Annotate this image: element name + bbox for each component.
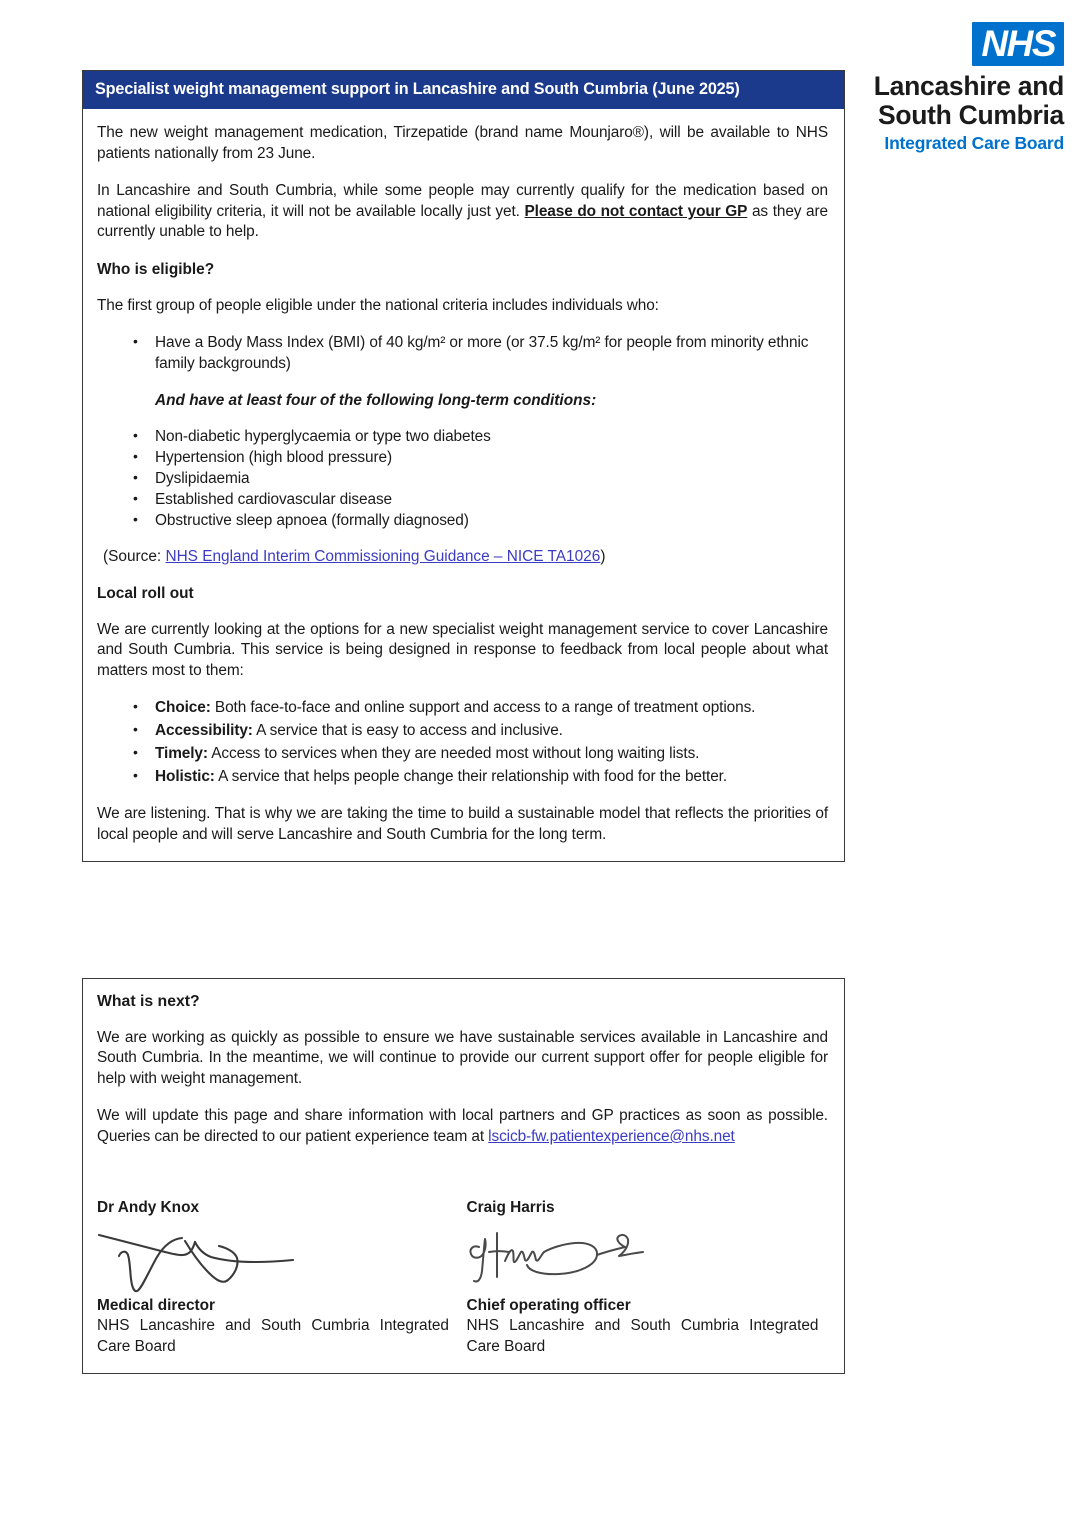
priority-label: Choice: [155, 699, 211, 717]
next-box-body [83, 979, 844, 1373]
list-item: • Dyslipidaemia [155, 469, 828, 490]
signature-block [97, 1199, 828, 1357]
priority-label: Timely: [155, 745, 208, 763]
local-roll-out-paragraph: We are currently looking at the options for a new specialist weight management service to cover Lancashire and South Cumbria. This service is being designed in response to feedback from local people about what matters most to them: [97, 620, 828, 679]
intro-paragraph: The new weight management medication, Tirzepatide (brand name Mounjaro®), will be available to NHS patients nationally from 23 June. [97, 124, 828, 162]
long-term-conditions-list [97, 427, 828, 532]
nhs-place-line-1: Lancashire and [873, 71, 1064, 101]
patient-experience-email-link[interactable]: lscicb-fw.patientexperience@nhs.net [488, 1127, 735, 1145]
local-roll-out-heading: Local roll out [97, 584, 194, 602]
priority-text: Access to services when they are needed most without long waiting lists. [207, 745, 700, 763]
list-item: • Non-diabetic hyperglycaemia or type two diabetes [155, 427, 828, 448]
what-is-next-box [82, 978, 845, 1374]
signature-mark-craig-harris [467, 1221, 667, 1297]
list-item [155, 767, 828, 788]
signatory-chief-operating-officer [463, 1199, 829, 1357]
list-item: • Established cardiovascular disease [155, 490, 828, 511]
nhs-logo [864, 22, 1064, 154]
availability-text-after: as they are currently unable to help. [97, 202, 829, 241]
priority-text: A service that is easy to access and inclusive. [252, 722, 563, 740]
signatory-role: Chief operating officer [466, 1297, 631, 1315]
list-item [155, 698, 828, 719]
signatory-organisation: NHS Lancashire and South Cumbria Integrated Care Board [97, 1317, 449, 1355]
do-not-contact-gp-emphasis: Please do not contact your GP [524, 202, 748, 220]
service-priorities-list [97, 698, 828, 788]
nhs-place-line-2: South Cumbria [877, 99, 1064, 130]
signatory-name: Dr Andy Knox [97, 1199, 200, 1217]
nhs-logo-subtitle: Integrated Care Board [884, 133, 1064, 154]
main-box-body [83, 109, 844, 861]
list-item: • Obstructive sleep apnoea (formally diagnosed) [155, 511, 828, 532]
signatory-role: Medical director [97, 1297, 216, 1315]
signatory-medical-director [97, 1199, 463, 1357]
next-paragraph-2 [97, 1106, 828, 1147]
signatory-name: Craig Harris [466, 1199, 555, 1217]
nice-guidance-link[interactable]: NHS England Interim Commissioning Guidance – NICE TA1026 [165, 547, 601, 565]
list-item: • Hypertension (high blood pressure) [155, 448, 828, 469]
availability-paragraph [97, 181, 828, 242]
source-citation [103, 548, 828, 566]
source-suffix: ) [600, 547, 606, 565]
source-prefix: (Source: [103, 547, 166, 565]
priority-text: Both face-to-face and online support and access to a range of treatment options. [210, 699, 756, 717]
list-item [155, 744, 828, 765]
priority-text: A service that helps people change their relationship with food for the better. [214, 768, 728, 786]
availability-text-before: In Lancashire and South Cumbria, while some people may currently qualify for the medication based on national eligibility criteria, it will not be available locally just yet. [97, 182, 828, 220]
list-item: • Have a Body Mass Index (BMI) of 40 kg/m² or more (or 37.5 kg/m² for people from minority ethnic family backgrounds) [155, 333, 828, 375]
nhs-badge-label: NHS [981, 23, 1055, 64]
eligibility-intro-paragraph: The first group of people eligible under the national criteria includes individuals who: [97, 296, 659, 314]
next-paragraph-1: We are working as quickly as possible to ensure we have sustainable services available in Lancashire and South Cumbria. In the meantime, we will continue to provide our current support offer for people eligible for help with weight management. [97, 1029, 828, 1087]
main-content-box [82, 70, 845, 862]
priority-label: Holistic: [155, 768, 215, 786]
list-item [155, 721, 828, 742]
closing-paragraph: We are listening. That is why we are taking the time to build a sustainable model that reflects the priorities of local people and will serve Lancashire and South Cumbria for the long term. [97, 805, 828, 843]
queries-text: We will update this page and share information with local partners and GP practices as soon as possible. Queries can be directed to our patient experience team at [97, 1107, 828, 1145]
signature-mark-andy-knox [97, 1221, 327, 1297]
nhs-place-name [864, 72, 1064, 129]
document-banner-title: Specialist weight management support in Lancashire and South Cumbria (June 2025) [83, 71, 844, 109]
long-term-conditions-note: And have at least four of the following long-term conditions: [155, 392, 597, 410]
bmi-criteria-list [97, 333, 828, 375]
who-is-eligible-heading: Who is eligible? [97, 260, 215, 278]
signatory-organisation: NHS Lancashire and South Cumbria Integrated Care Board [466, 1317, 819, 1355]
what-is-next-heading: What is next? [97, 993, 200, 1010]
priority-label: Accessibility: [155, 722, 253, 740]
nhs-badge [972, 22, 1064, 66]
